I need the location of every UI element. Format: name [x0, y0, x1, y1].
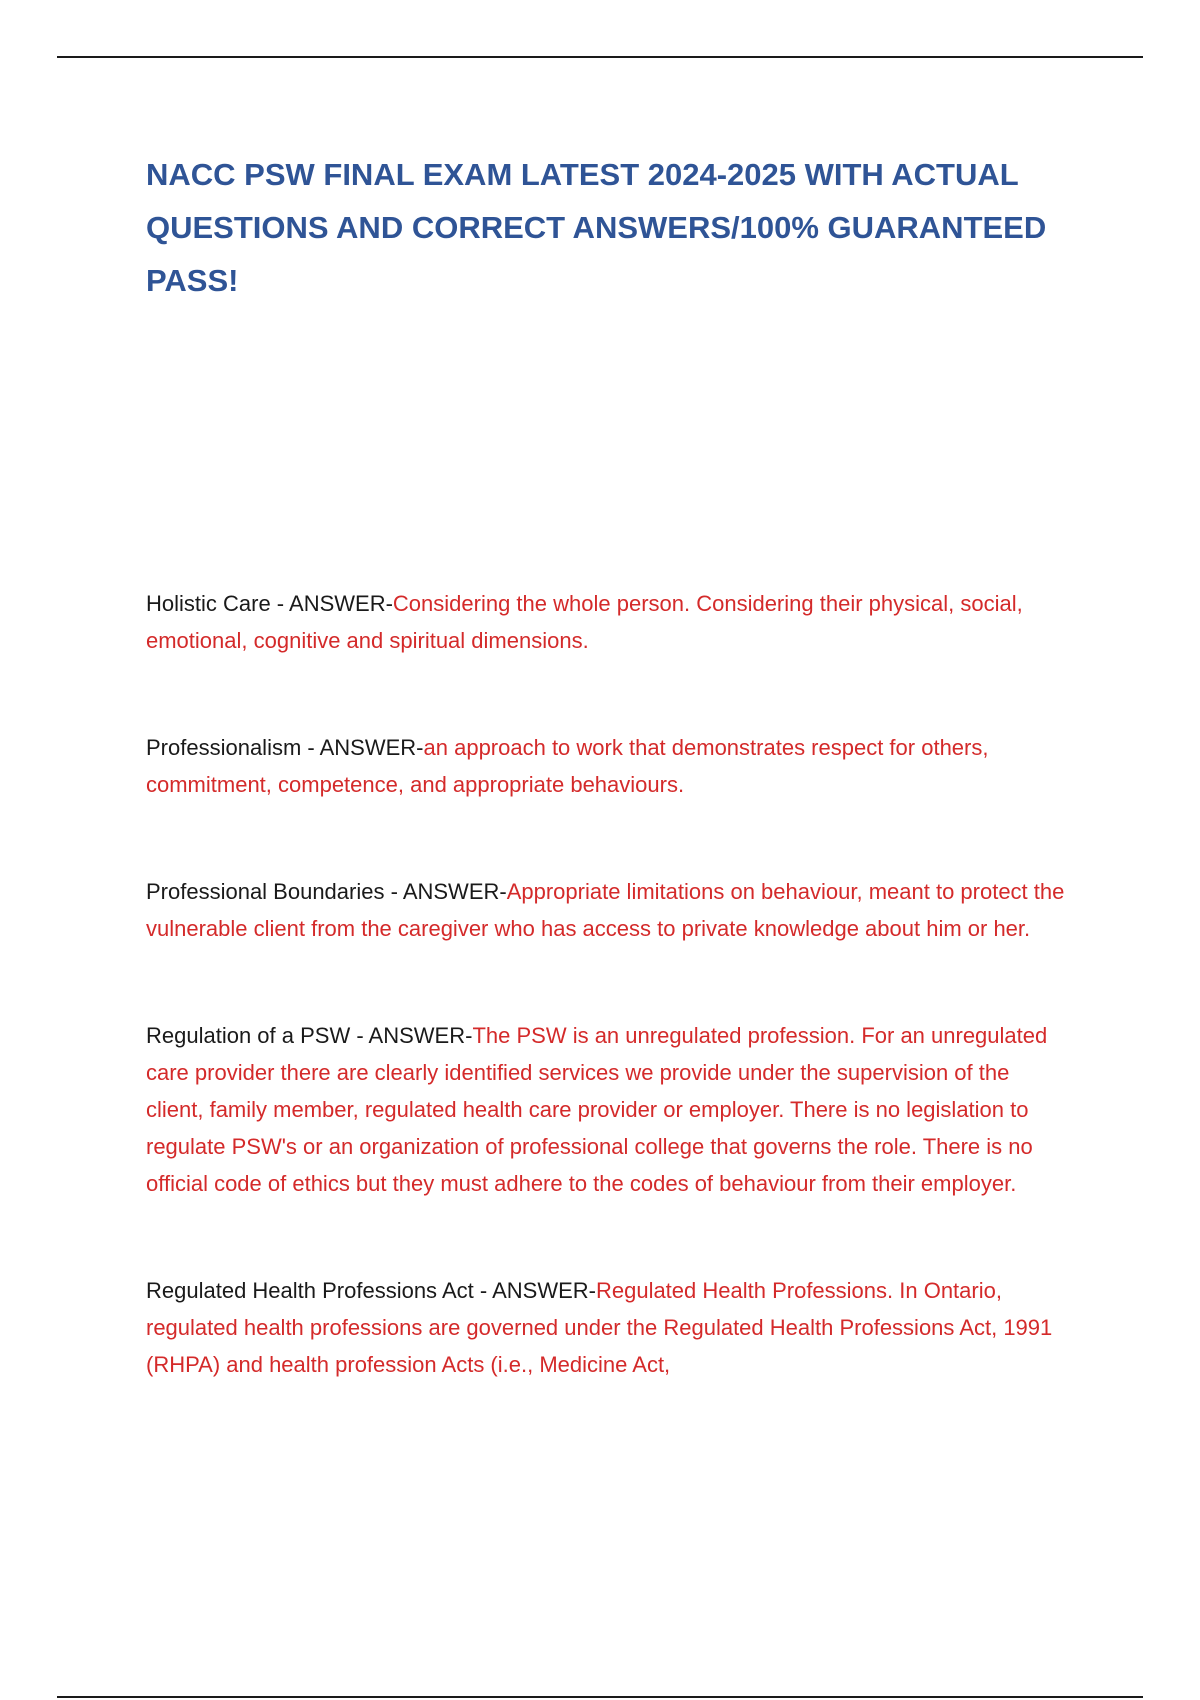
entry-answer: The PSW is an unregulated profession. For an unregulated care provider there are clearly identified services we provide under the supervision of the client, family member, regulated health care provider or employer. There is no legislation to regulate PSW's or an organization of professional college that governs the role. There is no official code of ethics but they must adhere to the codes of behaviour from their employer. — [146, 1023, 1048, 1196]
entry-answer: an approach to work that demonstrates respect for others, commitment, competence, and appropriate behaviours. — [146, 735, 989, 797]
entry-term: Holistic Care - ANSWER- — [146, 591, 393, 616]
qa-entry-rhpa — [146, 1272, 1066, 1383]
qa-entry-professional-boundaries — [146, 873, 1066, 947]
qa-entry-regulation-of-psw — [146, 1017, 1066, 1202]
qa-list — [146, 585, 1066, 1453]
entry-answer: Appropriate limitations on behaviour, meant to protect the vulnerable client from the caregiver who has access to private knowledge about him or her. — [146, 879, 1065, 941]
entry-term: Regulated Health Professions Act - ANSWER- — [146, 1278, 596, 1303]
top-rule — [57, 56, 1143, 58]
document-title: NACC PSW FINAL EXAM LATEST 2024-2025 WITH ACTUAL QUESTIONS AND CORRECT ANSWERS/100% GUARANTEED PASS! — [146, 157, 1047, 298]
entry-term: Professionalism - ANSWER- — [146, 735, 424, 760]
title-block — [146, 148, 1066, 307]
entry-term: Regulation of a PSW - ANSWER- — [146, 1023, 473, 1048]
bottom-rule — [57, 1696, 1143, 1698]
entry-answer: Considering the whole person. Considering their physical, social, emotional, cognitive and spiritual dimensions. — [146, 591, 1023, 653]
entry-answer: Regulated Health Professions. In Ontario, regulated health professions are governed under the Regulated Health Professions Act, 1991 (RHPA) and health profession Acts (i.e., Medicine Act, — [146, 1278, 1053, 1377]
qa-entry-professionalism — [146, 729, 1066, 803]
qa-entry-holistic-care — [146, 585, 1066, 659]
entry-term: Professional Boundaries - ANSWER- — [146, 879, 507, 904]
